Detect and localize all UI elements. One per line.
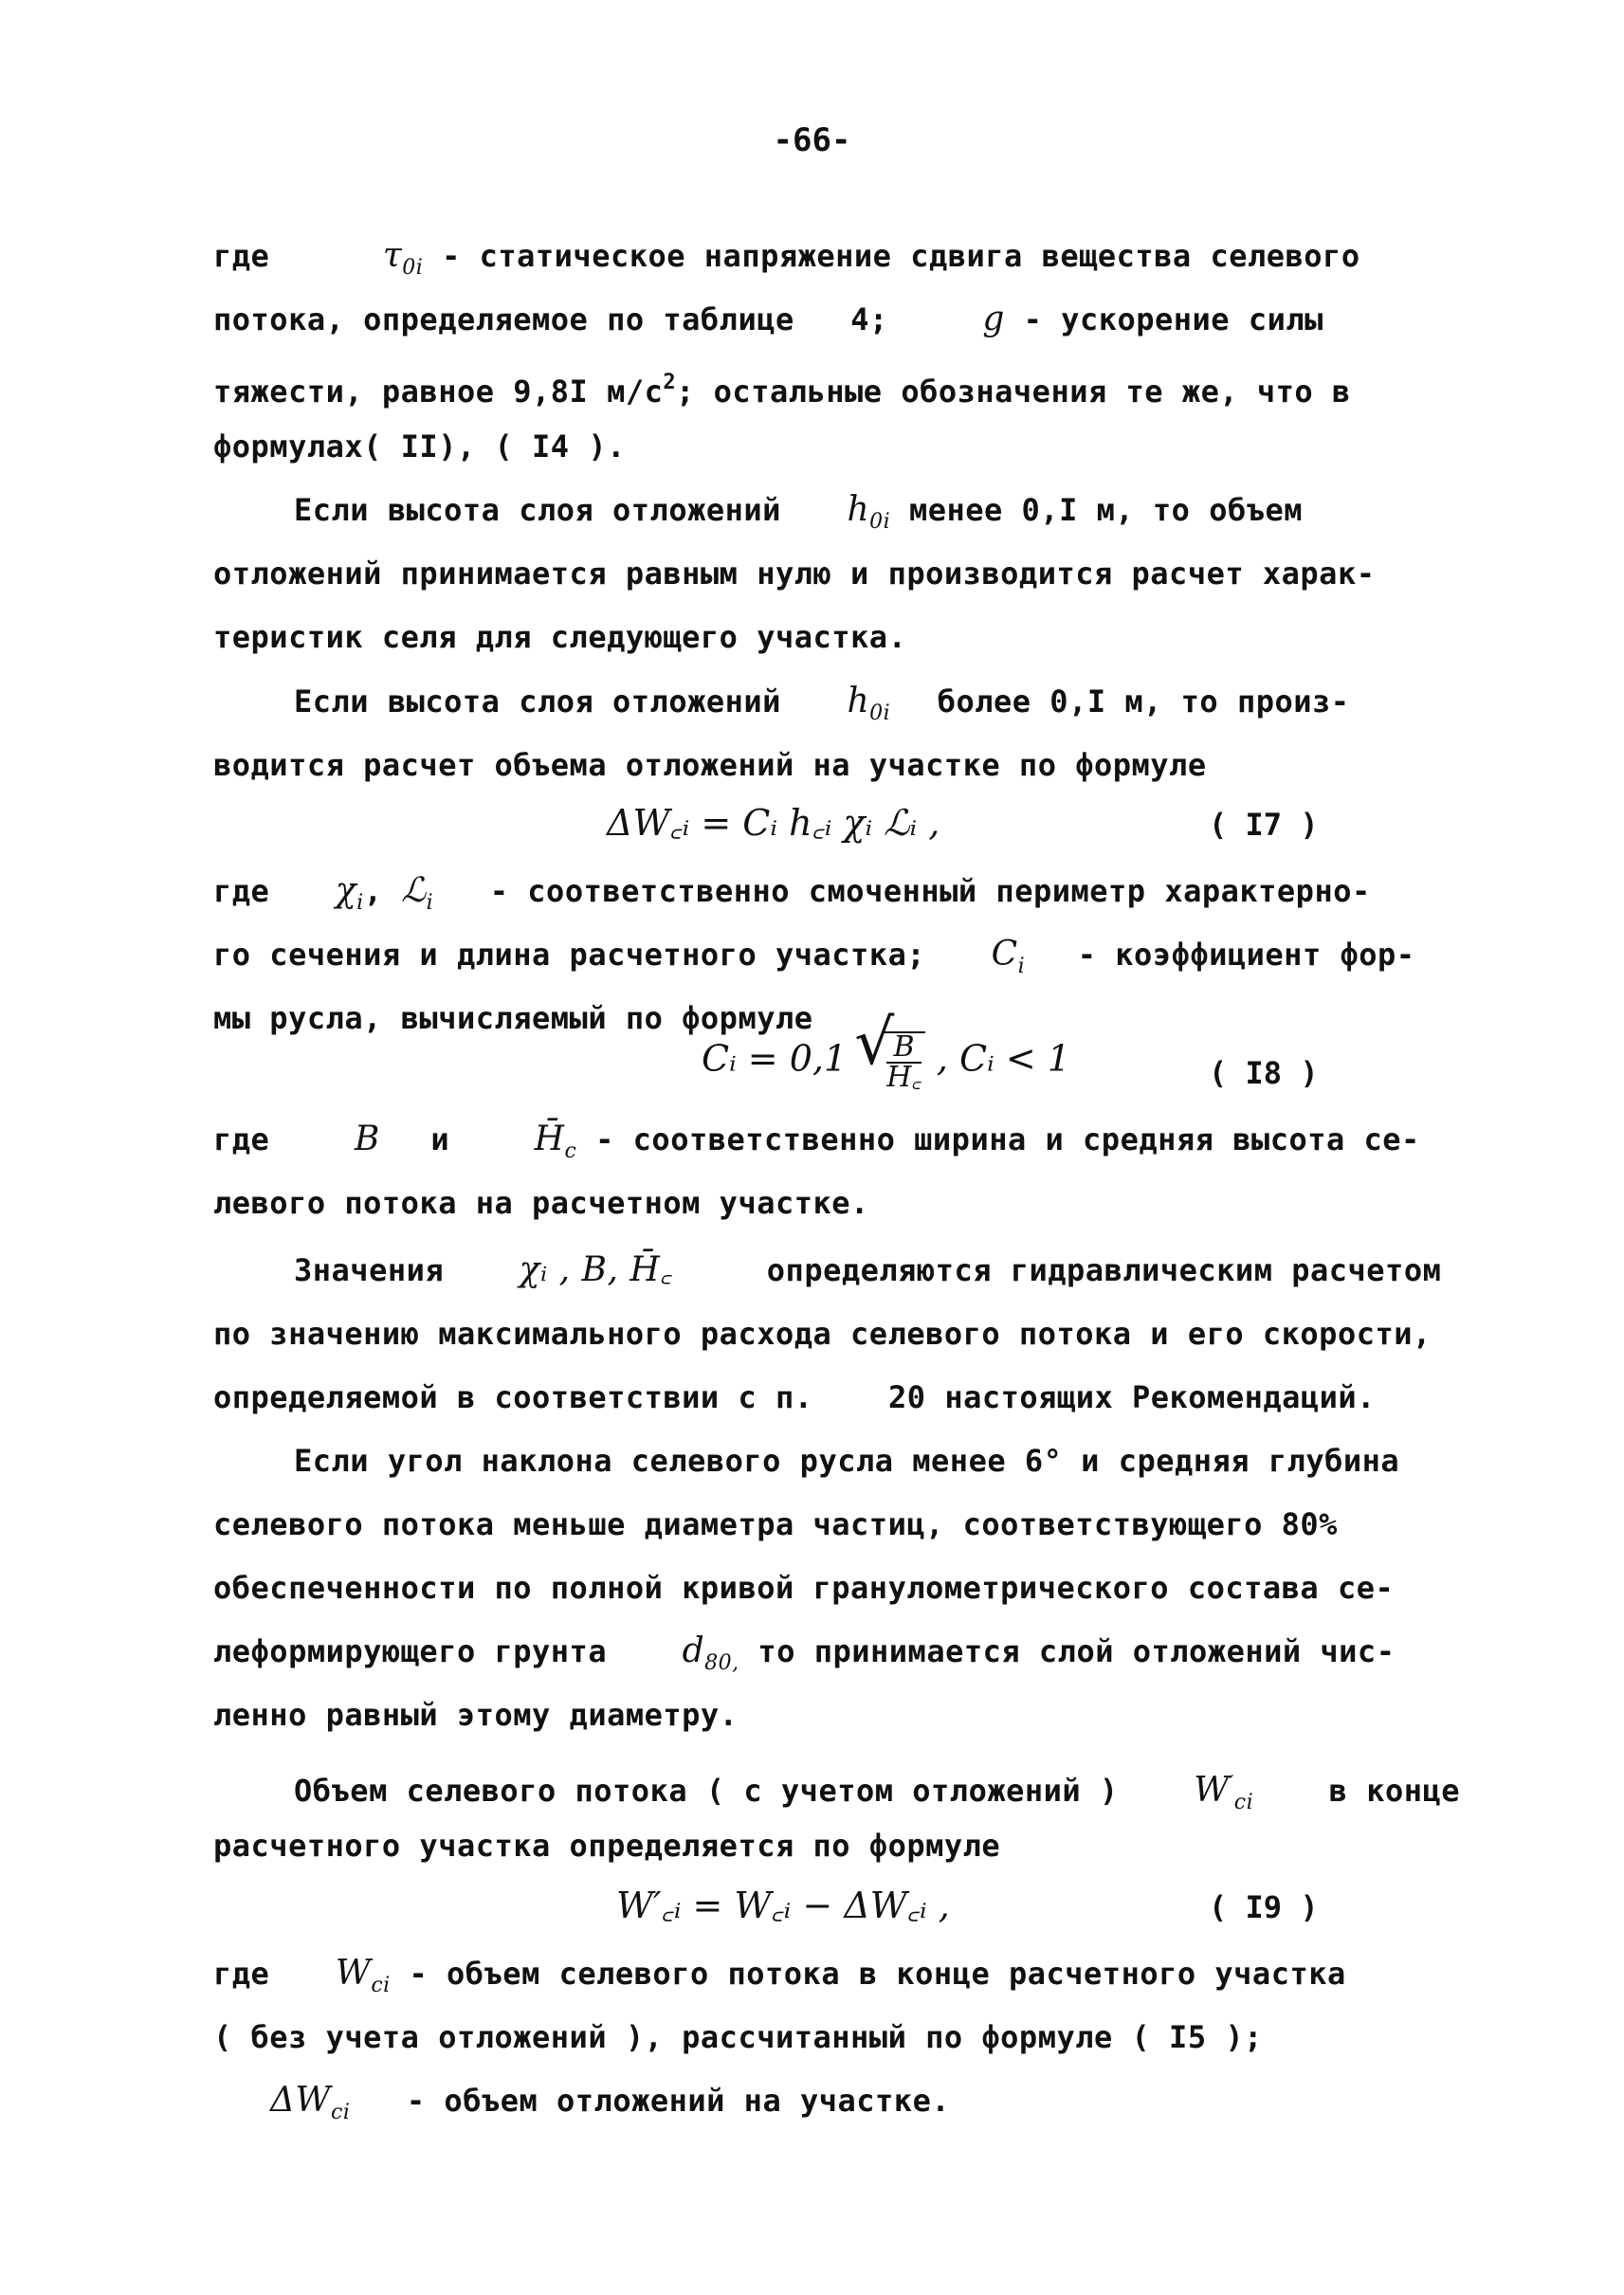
superscript: 2 xyxy=(663,371,677,394)
text-line: отложений принимается равным нулю и производится расчет харак- xyxy=(213,556,1376,592)
text: Значения xyxy=(294,1252,445,1288)
text: и xyxy=(430,1121,450,1157)
text-line: селевого потока меньше диаметра частиц, соответствующего 80% xyxy=(213,1506,1338,1542)
text-line: теристик селя для следующего участка. xyxy=(213,619,907,655)
text-line xyxy=(294,491,1555,541)
text-line: мы русла, вычисляемый по формуле xyxy=(213,1000,813,1036)
text: где xyxy=(213,873,270,909)
symbol-h: $h_{0i}$ xyxy=(847,682,891,725)
text: - соответственно ширина и средняя высота се- xyxy=(595,1121,1420,1157)
text: - соответственно смоченный периметр характерно- xyxy=(489,873,1371,909)
text-line: где $\chi_i$, ℒ$_i$ - соответственно смоченный периметр характерно- xyxy=(213,871,1371,915)
equation-number: ( I9 ) xyxy=(1209,1889,1319,1925)
text: Объем селевого потока ( с учетом отложений ) xyxy=(294,1773,1119,1809)
symbol-w: $W_{ci}$ xyxy=(335,1954,391,1997)
text: потока, определяемое по таблице xyxy=(213,301,794,337)
symbol-d80: $d_{80,}$ xyxy=(682,1631,739,1675)
text: определяемой в соответствии с п. xyxy=(213,1379,813,1415)
text-line: ленно равный этому диаметру. xyxy=(213,1697,739,1733)
text: где xyxy=(213,1956,270,1992)
symbol-w-prime: $W'_{ci}$ xyxy=(1194,1771,1254,1814)
symbol-g: g xyxy=(982,300,1005,338)
text: го сечения и длина расчетного участка; xyxy=(213,937,926,973)
text-line: водится расчет объема отложений на участке по формуле xyxy=(213,747,1207,783)
text-line xyxy=(294,683,1555,733)
text: менее 0,I м, то объем xyxy=(908,492,1304,528)
text-line: обеспеченности по полной кривой гранулометрического состава се- xyxy=(213,1570,1395,1606)
text-line: по значению максимального расхода селевого потока и его скорости, xyxy=(213,1316,1432,1352)
text-line xyxy=(213,1378,1474,1416)
equation-number: ( I8 ) xyxy=(1209,1055,1319,1091)
text: Если высота слоя отложений xyxy=(294,492,781,528)
text: где xyxy=(213,1121,270,1157)
text: где xyxy=(213,238,270,274)
text-line: ( без учета отложений ), рассчитанный по формуле ( I5 ); xyxy=(213,2019,1263,2055)
text: 4; xyxy=(850,301,888,337)
text: 20 настоящих Рекомендаций. xyxy=(888,1379,1376,1415)
text-line xyxy=(213,1120,1474,1171)
symbol-l: ℒ$_i$ xyxy=(401,871,434,915)
text: Если высота слоя отложений xyxy=(294,683,781,719)
text-line: формулах( II), ( I4 ). xyxy=(213,428,626,464)
symbols-group: χᵢ , B, H̄꜀ xyxy=(519,1250,673,1289)
text-line xyxy=(213,237,1474,287)
symbol-tau: $\tau_{0i}$ xyxy=(382,236,424,280)
text: - статическое напряжение сдвига вещества селевого xyxy=(442,238,1360,274)
symbol-h: $h_{0i}$ xyxy=(847,490,891,534)
symbol-b: B xyxy=(354,1120,380,1158)
text-line xyxy=(294,1763,1555,1822)
text-line xyxy=(294,1251,1555,1289)
text: - коэффициент фор- xyxy=(1077,937,1415,973)
text-line xyxy=(213,301,1474,338)
text-line xyxy=(213,1632,1474,1683)
text: то принимается слой отложений чис- xyxy=(757,1633,1396,1669)
equation-number: ( I7 ) xyxy=(1209,807,1319,843)
symbol-c: $C_i$ xyxy=(991,935,1026,978)
text-line xyxy=(213,1955,1474,2005)
text-line xyxy=(213,936,1474,986)
symbol-chi: $\chi_i$ xyxy=(335,871,364,915)
page-number: -66- xyxy=(773,121,851,159)
text-line: Если угол наклона селевого русла менее 6° и средняя глубина xyxy=(294,1443,1400,1479)
text: ; остальные обозначения те же, что в xyxy=(676,373,1351,410)
text: более 0,I м, то произ- xyxy=(937,683,1350,719)
text: - объем отложений на участке. xyxy=(406,2083,951,2119)
equation-17: ΔW꜀ᵢ = Cᵢ h꜀ᵢ χᵢ ℒᵢ , xyxy=(607,802,940,844)
text: в конце xyxy=(1328,1773,1461,1809)
symbol-h-mean: $H̄_c$ xyxy=(534,1120,577,1163)
text: определяются гидравлическим расчетом xyxy=(766,1252,1442,1288)
equation-18: Cᵢ = 0,1 √ $\frac{B}{H꜀}$ , Cᵢ < 1 xyxy=(702,1031,1070,1092)
text: - объем селевого потока в конце расчетного участка xyxy=(409,1956,1346,1992)
text-line: левого потока на расчетном участке. xyxy=(213,1185,869,1221)
text-line xyxy=(213,364,1474,410)
text: - ускорение силы xyxy=(1023,301,1323,337)
equation-19: W′꜀ᵢ = W꜀ᵢ − ΔW꜀ᵢ , xyxy=(616,1885,950,1926)
text: тяжести, равное 9,8I м/с xyxy=(213,373,664,410)
symbol-delta-w: $\Delta W_{ci}$ xyxy=(270,2081,351,2124)
text-line: расчетного участка определяется по формуле xyxy=(213,1828,1001,1864)
text-line xyxy=(270,2082,1531,2132)
text: леформирующего грунта xyxy=(213,1633,608,1669)
